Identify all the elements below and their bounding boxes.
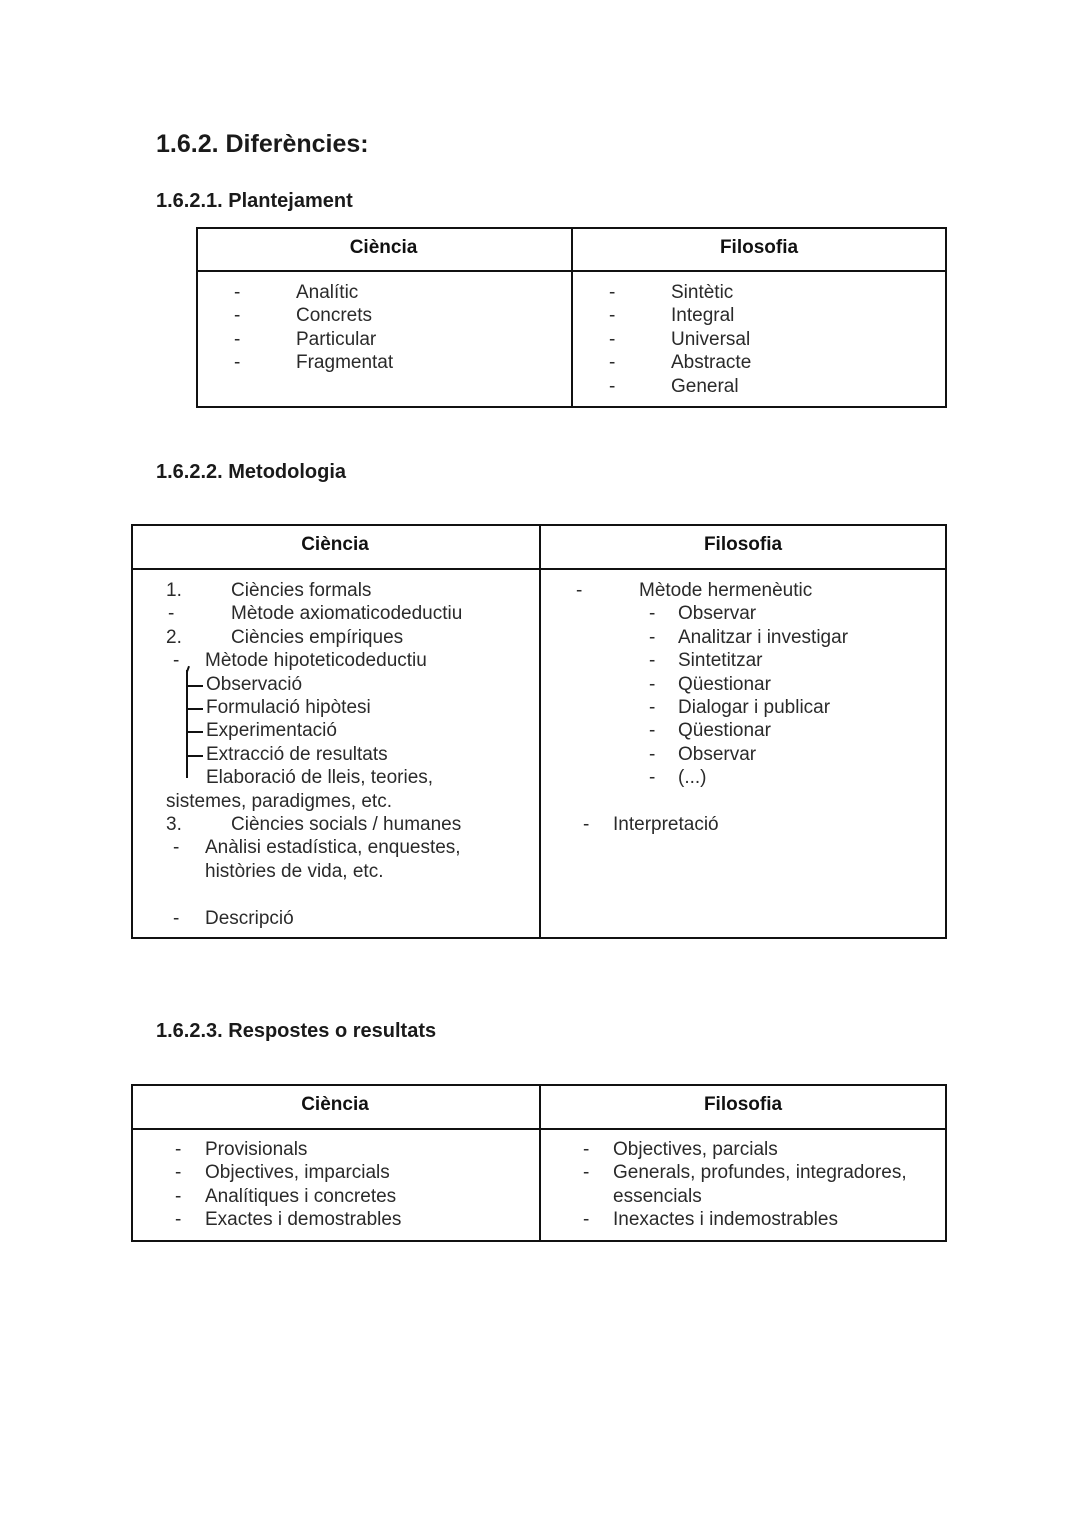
list-marker: - bbox=[649, 674, 656, 695]
list-item: Provisionals bbox=[205, 1139, 308, 1160]
list-marker: 2. bbox=[166, 627, 182, 648]
list-item: Sintètic bbox=[671, 282, 734, 303]
list-marker: - bbox=[583, 1139, 590, 1160]
list-marker: - bbox=[609, 352, 616, 373]
list-item: Experimentació bbox=[206, 720, 337, 741]
section-heading: 1.6.2.1. Plantejament bbox=[156, 190, 353, 212]
list-marker: - bbox=[175, 1186, 182, 1207]
list-marker: - bbox=[649, 720, 656, 741]
list-item: Qüestionar bbox=[678, 674, 771, 695]
list-item: Mètode hipoteticodeductiu bbox=[205, 650, 427, 671]
list-marker: - bbox=[649, 767, 656, 788]
list-item: Qüestionar bbox=[678, 720, 771, 741]
tree-branch bbox=[187, 731, 203, 733]
list-marker: - bbox=[173, 837, 180, 858]
column-header-ciencia: Ciència bbox=[301, 1094, 369, 1115]
section-heading: 1.6.2.3. Respostes o resultats bbox=[156, 1020, 437, 1042]
list-item: Sintetitzar bbox=[678, 650, 763, 671]
list-marker: - bbox=[609, 282, 616, 303]
list-item: Analítiques i concretes bbox=[205, 1186, 397, 1207]
list-item: Observació bbox=[206, 674, 303, 695]
list-item: Generals, profundes, integradores, bbox=[613, 1162, 907, 1183]
tree-branch bbox=[187, 708, 203, 710]
list-marker: - bbox=[168, 603, 175, 624]
list-marker: - bbox=[649, 650, 656, 671]
list-marker: - bbox=[234, 352, 241, 373]
list-item: Universal bbox=[671, 329, 751, 350]
list-item: Observar bbox=[678, 744, 757, 765]
list-marker: - bbox=[609, 376, 616, 397]
list-item: Mètode axiomaticodeductiu bbox=[231, 603, 463, 624]
list-marker: - bbox=[583, 1162, 590, 1183]
list-item: Objectives, imparcials bbox=[205, 1162, 390, 1183]
list-item: Ciències formals bbox=[231, 580, 372, 601]
list-item: Concrets bbox=[296, 305, 373, 326]
list-item: Particular bbox=[296, 329, 377, 350]
column-header-filosofia: Filosofia bbox=[703, 1094, 783, 1115]
list-marker: - bbox=[583, 1209, 590, 1230]
list-marker: - bbox=[649, 697, 656, 718]
list-item: Descripció bbox=[205, 908, 294, 929]
list-marker: - bbox=[649, 603, 656, 624]
list-item: Analític bbox=[296, 282, 359, 303]
list-item: sistemes, paradigmes, etc. bbox=[166, 791, 392, 812]
list-item: Abstracte bbox=[671, 352, 752, 373]
list-item: Ciències socials / humanes bbox=[231, 814, 462, 835]
list-item: Formulació hipòtesi bbox=[206, 697, 371, 718]
list-item: Anàlisi estadística, enquestes, bbox=[205, 837, 461, 858]
list-marker: 3. bbox=[166, 814, 182, 835]
tree-branch bbox=[187, 685, 203, 687]
list-marker: - bbox=[234, 305, 241, 326]
list-item: Fragmentat bbox=[296, 352, 394, 373]
column-header-filosofia: Filosofia bbox=[703, 534, 783, 555]
list-marker: - bbox=[649, 744, 656, 765]
list-marker: - bbox=[234, 282, 241, 303]
list-marker: - bbox=[173, 650, 180, 671]
list-item: essencials bbox=[613, 1186, 702, 1207]
list-marker: - bbox=[576, 580, 583, 601]
list-item: Objectives, parcials bbox=[613, 1139, 778, 1160]
column-header-ciencia: Ciència bbox=[301, 534, 369, 555]
list-item: Exactes i demostrables bbox=[205, 1209, 402, 1230]
section-heading: 1.6.2.2. Metodologia bbox=[156, 461, 347, 483]
tree-branch bbox=[187, 755, 203, 757]
list-marker: - bbox=[175, 1139, 182, 1160]
list-marker: - bbox=[173, 908, 180, 929]
list-marker: - bbox=[583, 814, 590, 835]
list-item: Integral bbox=[671, 305, 735, 326]
list-marker: - bbox=[175, 1162, 182, 1183]
list-marker: 1. bbox=[166, 580, 182, 601]
list-item: Ciències empíriques bbox=[231, 627, 404, 648]
column-header-filosofia: Filosofia bbox=[719, 237, 799, 258]
list-item: (...) bbox=[678, 767, 707, 788]
list-marker: - bbox=[175, 1209, 182, 1230]
list-item: Inexactes i indemostrables bbox=[613, 1209, 838, 1230]
list-item: històries de vida, etc. bbox=[205, 861, 384, 882]
list-marker: - bbox=[234, 329, 241, 350]
list-marker: - bbox=[649, 627, 656, 648]
list-item: Dialogar i publicar bbox=[678, 697, 831, 718]
list-item: Mètode hermenèutic bbox=[639, 580, 813, 601]
list-item: Interpretació bbox=[613, 814, 719, 835]
list-item: Elaboració de lleis, teories, bbox=[206, 767, 434, 788]
list-item: General bbox=[671, 376, 739, 397]
list-item: Analitzar i investigar bbox=[678, 627, 849, 648]
list-marker: - bbox=[609, 329, 616, 350]
column-header-ciencia: Ciència bbox=[349, 237, 418, 258]
list-item: Extracció de resultats bbox=[206, 744, 388, 765]
list-item: Observar bbox=[678, 603, 757, 624]
section-title: 1.6.2. Diferències: bbox=[156, 130, 369, 158]
table-column-divider bbox=[539, 524, 541, 939]
list-marker: - bbox=[609, 305, 616, 326]
